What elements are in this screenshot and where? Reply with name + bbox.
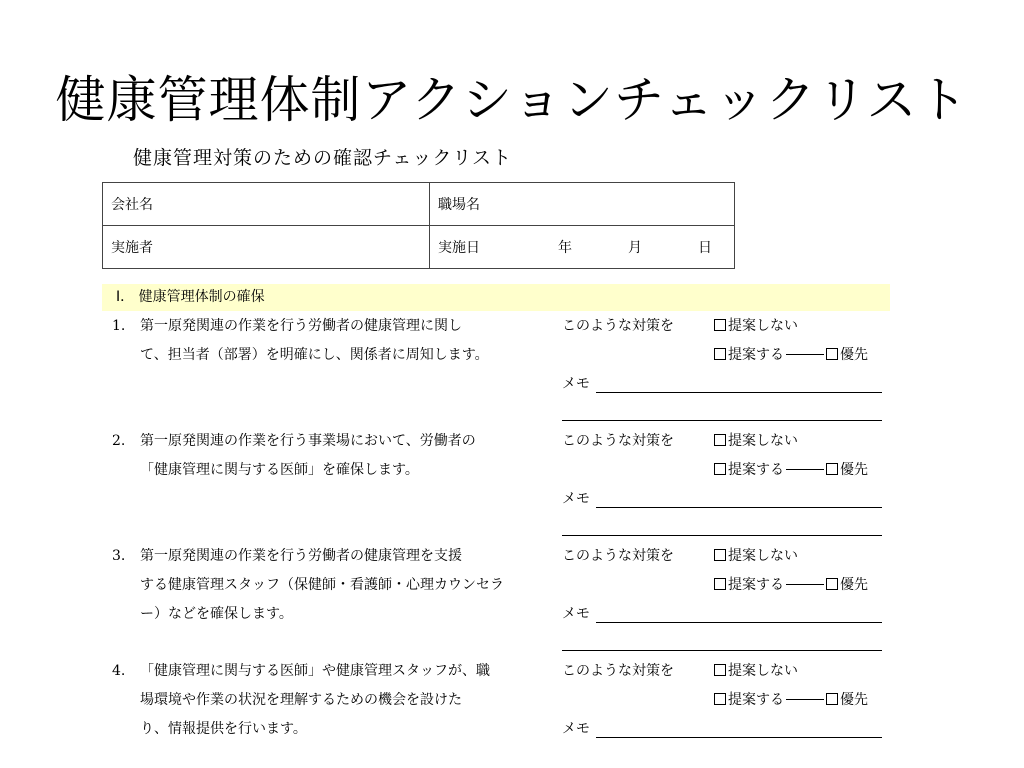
item-number: 3.	[112, 548, 126, 564]
checkbox[interactable]	[714, 578, 726, 590]
memo-input-line[interactable]	[562, 404, 882, 421]
memo-input-line[interactable]	[562, 519, 882, 536]
option-propose[interactable]	[714, 571, 868, 600]
dash-separator	[786, 469, 824, 470]
item-line: て、担当者（部署）を明確にし、関係者に周知します。	[140, 347, 489, 363]
option-no-proposal[interactable]	[714, 542, 798, 571]
option-yes-label: 提案する	[728, 347, 784, 363]
option-no-proposal[interactable]	[714, 312, 798, 341]
memo-input-line[interactable]	[562, 634, 882, 651]
checkbox[interactable]	[826, 693, 838, 705]
memo-input-line[interactable]	[596, 374, 882, 393]
workplace-name-cell[interactable]	[430, 183, 735, 226]
implementer-cell[interactable]	[103, 226, 430, 269]
item-line: 第一原発関連の作業を行う労働者の健康管理に関し	[140, 318, 462, 334]
memo-label: メモ	[562, 606, 590, 622]
option-propose[interactable]	[714, 341, 868, 370]
option-no-proposal[interactable]	[714, 427, 798, 456]
response-question: このような対策を	[562, 663, 674, 679]
checkbox[interactable]	[826, 348, 838, 360]
item-line: する健康管理スタッフ（保健師・看護師・心理カウンセラ	[140, 577, 504, 593]
implementation-date-label: 実施日	[438, 240, 480, 256]
day-label: 日	[698, 240, 712, 256]
option-no-label: 提案しない	[728, 663, 798, 679]
company-name-cell[interactable]	[103, 183, 430, 226]
checkbox[interactable]	[714, 664, 726, 676]
option-yes-label: 提案する	[728, 692, 784, 708]
implementer-label: 実施者	[111, 240, 153, 256]
checkbox[interactable]	[714, 348, 726, 360]
memo-label: メモ	[562, 721, 590, 737]
checkbox[interactable]	[714, 319, 726, 331]
option-propose[interactable]	[714, 456, 868, 485]
dash-separator	[786, 699, 824, 700]
option-no-label: 提案しない	[728, 548, 798, 564]
section-header: Ⅰ． 健康管理体制の確保	[102, 284, 890, 311]
item-body	[140, 657, 550, 744]
implementation-date-cell[interactable]	[430, 226, 735, 269]
option-priority-label: 優先	[840, 692, 868, 708]
option-no-label: 提案しない	[728, 433, 798, 449]
option-no-proposal[interactable]	[714, 657, 798, 686]
item-line: り、情報提供を行います。	[140, 721, 307, 737]
item-number: 2.	[112, 433, 126, 449]
option-priority-label: 優先	[840, 577, 868, 593]
company-name-label: 会社名	[111, 197, 153, 213]
memo-label: メモ	[562, 491, 590, 507]
info-table	[102, 182, 735, 269]
checkbox[interactable]	[714, 434, 726, 446]
item-number: 4.	[112, 663, 126, 679]
response-question: このような対策を	[562, 433, 674, 449]
page-title: 健康管理体制アクションチェックリスト	[55, 71, 969, 129]
item-number: 1.	[112, 318, 126, 334]
memo-label: メモ	[562, 376, 590, 392]
month-label: 月	[628, 240, 642, 256]
option-priority-label: 優先	[840, 462, 868, 478]
memo-input-line[interactable]	[596, 489, 882, 508]
option-no-label: 提案しない	[728, 318, 798, 334]
dash-separator	[786, 354, 824, 355]
checklist-subtitle: 健康管理対策のための確認チェックリスト	[133, 147, 513, 169]
item-line: 第一原発関連の作業を行う労働者の健康管理を支援	[140, 548, 462, 564]
memo-input-line[interactable]	[596, 719, 882, 738]
option-priority-label: 優先	[840, 347, 868, 363]
item-body	[140, 427, 550, 485]
item-line: 「健康管理に関与する医師」を確保します。	[140, 462, 419, 478]
item-body	[140, 312, 550, 370]
response-question: このような対策を	[562, 318, 674, 334]
year-label: 年	[558, 240, 572, 256]
option-yes-label: 提案する	[728, 577, 784, 593]
item-line: 「健康管理に関与する医師」や健康管理スタッフが、職	[140, 663, 490, 679]
memo-input-line[interactable]	[596, 604, 882, 623]
checkbox[interactable]	[714, 463, 726, 475]
item-line: 場環境や作業の状況を理解するための機会を設けた	[140, 692, 462, 708]
option-yes-label: 提案する	[728, 462, 784, 478]
item-line: 第一原発関連の作業を行う事業場において、労働者の	[140, 433, 476, 449]
checkbox[interactable]	[714, 549, 726, 561]
item-line: ー）などを確保します。	[140, 606, 293, 622]
dash-separator	[786, 584, 824, 585]
item-body	[140, 542, 550, 629]
response-question: このような対策を	[562, 548, 674, 564]
workplace-name-label: 職場名	[438, 197, 480, 213]
checkbox[interactable]	[826, 463, 838, 475]
checkbox[interactable]	[714, 693, 726, 705]
checkbox[interactable]	[826, 578, 838, 590]
option-propose[interactable]	[714, 686, 868, 715]
